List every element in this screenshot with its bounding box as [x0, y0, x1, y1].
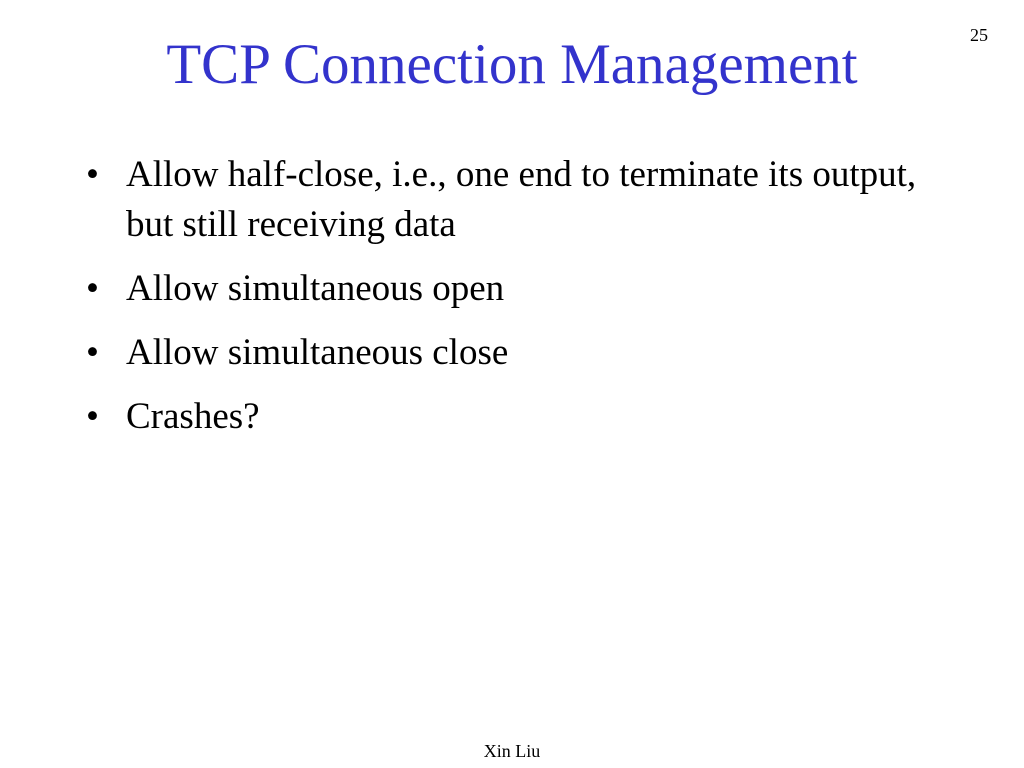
- bullet-item-simultaneous-open: • Allow simultaneous open: [86, 264, 926, 314]
- bullet-item-crashes: • Crashes?: [86, 392, 926, 442]
- bullet-item-simultaneous-close: • Allow simultaneous close: [86, 328, 926, 378]
- bullet-item-half-close: • Allow half-close, i.e., one end to terminate its output, but still receiving data: [86, 150, 926, 250]
- slide-title: TCP Connection Management: [166, 33, 858, 96]
- bullet-list: [86, 150, 926, 456]
- slide-number: 25: [970, 25, 988, 45]
- footer-author: Xin Liu: [483, 741, 541, 761]
